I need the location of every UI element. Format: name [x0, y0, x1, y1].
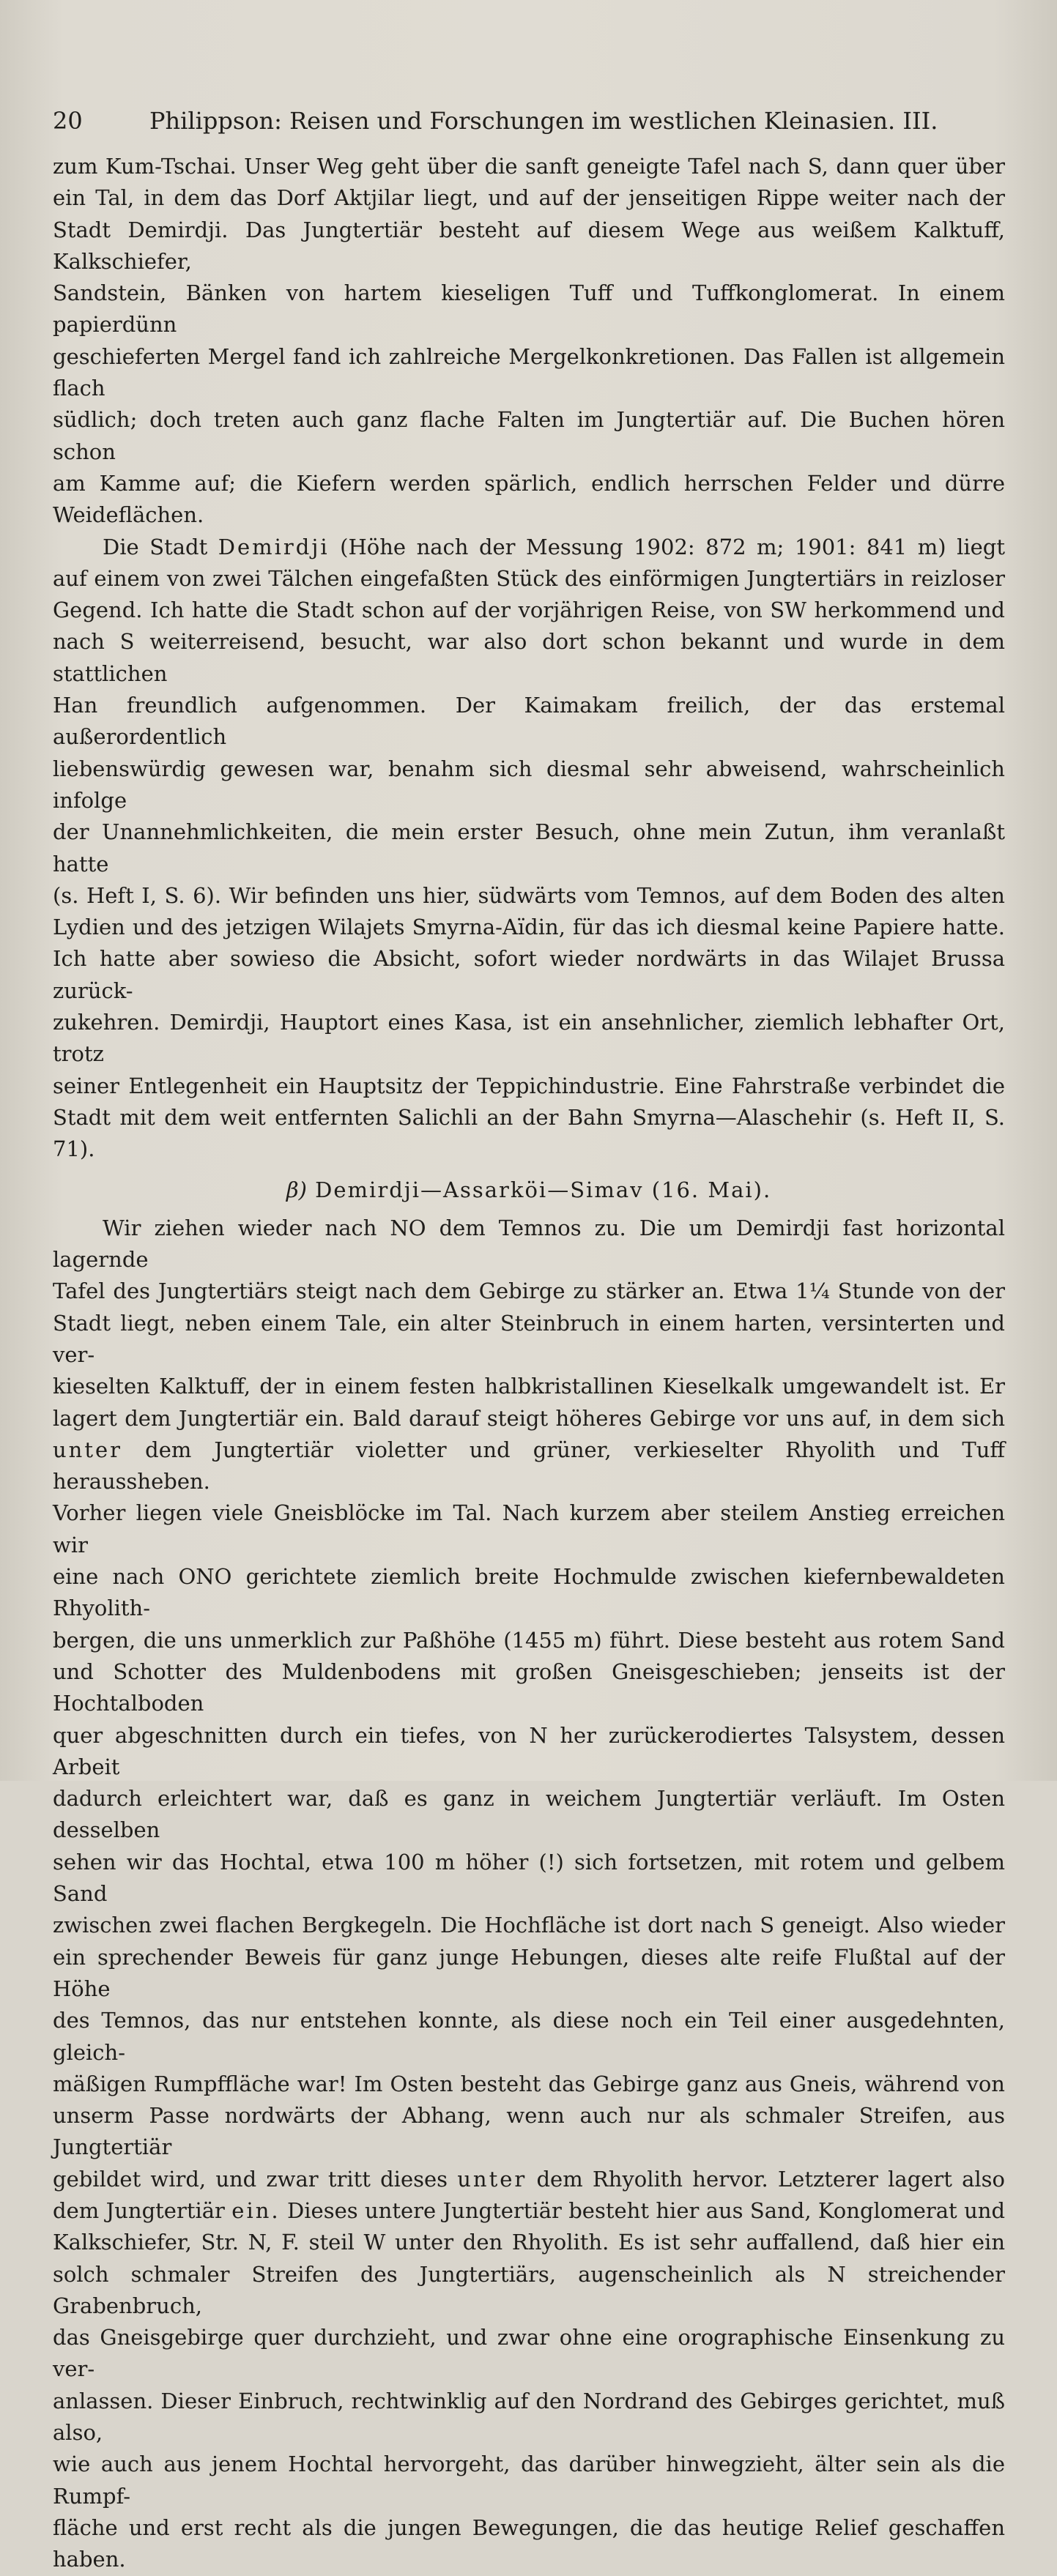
text-line: fläche und erst recht als die jungen Bewegungen, die das heutige Relief geschaffen haben.	[53, 2514, 1005, 2572]
text-line: zwischen zwei flachen Bergkegeln. Die Hochfläche ist dort nach S geneigt. Also wieder	[53, 1913, 1005, 1938]
text-line: Stadt liegt, neben einem Tale, ein alter Steinbruch in einem harten, versinterten und ver-	[53, 1310, 1005, 1367]
text-run: Die Stadt	[103, 534, 208, 559]
text-line: mäßigen Rumpffläche war! Im Osten besteht das Gebirge ganz aus Gneis, während von	[53, 2071, 1005, 2096]
text-line: bergen, die uns unmerklich zur Paßhöhe (1455 m) führt. Diese besteht aus rotem Sand	[53, 1627, 1005, 1653]
text-line: kieselten Kalktuff, der in einem festen halbkristallinen Kieselkalk umgewandelt ist. Er	[53, 1374, 1005, 1399]
text-line: ein sprechender Beweis für ganz junge Hebungen, dieses alte reife Flußtal auf der Höhe	[53, 1944, 1005, 2001]
text-line: Ich hatte aber sowieso die Absicht, sofort wieder nordwärts in das Wilajet Brussa zurück-	[53, 946, 1005, 1003]
text-line: quer abgeschnitten durch ein tiefes, von N her zurückerodiertes Talsystem, dessen Arbeit	[53, 1722, 1005, 1779]
text-line: dadurch erleichtert war, daß es ganz in weichem Jungtertiär verläuft. Im Osten desselben	[53, 1786, 1005, 1843]
text-line	[53, 2164, 1005, 2195]
text-line: Tafel des Jungtertiärs steigt nach dem Gebirge zu stärker an. Etwa 1¼ Stunde von der	[53, 1278, 1005, 1304]
text-line	[53, 2195, 1005, 2227]
text-line: ein Tal, in dem das Dorf Aktjilar liegt, und auf der jenseitigen Rippe weiter nach der	[53, 185, 1005, 211]
text-run: dem Rhyolith hervor. Letzterer lagert also	[536, 2166, 1006, 2192]
text-line: Lydien und des jetzigen Wilajets Smyrna-Aïdin, für das ich diesmal keine Papiere hatte.	[53, 915, 1005, 940]
section-heading	[53, 1175, 1005, 1206]
spaced-emphasis: Demirdji	[218, 534, 330, 559]
text-line: Stadt mit dem weit entfernten Salichli an der Bahn Smyrna—Alaschehir (s. Heft II, S. 71).	[53, 1104, 1005, 1162]
text-line: südlich; doch treten auch ganz flache Falten im Jungtertiär auf. Die Buchen hören schon	[53, 407, 1005, 464]
text-line: Sandstein, Bänken von hartem kieseligen Tuff und Tuffkonglomerat. In einem papierdünn	[53, 280, 1005, 338]
text-line: seiner Entlegenheit ein Hauptsitz der Teppichindustrie. Eine Fahrstraße verbindet die	[53, 1073, 1005, 1098]
text-line: wie auch aus jenem Hochtal hervorgeht, das darüber hinwegzieht, älter sein als die Rumpf-	[53, 2452, 1005, 2509]
text-line: Gegend. Ich hatte die Stadt schon auf der vorjährigen Reise, von SW herkommend und	[53, 598, 1005, 623]
text-line: des Temnos, das nur entstehen konnte, als diese noch ein Teil einer ausgedehnten, gleich-	[53, 2008, 1005, 2065]
text-line: unserm Passe nordwärts der Abhang, wenn auch nur als schmaler Streifen, aus Jungtertiär	[53, 2103, 1005, 2160]
text-run: Dieses untere Jungtertiär besteht hier aus Sand, Konglomerat und	[287, 2198, 1006, 2223]
spaced-emphasis: unter	[457, 2166, 527, 2192]
spaced-emphasis: ein.	[231, 2198, 281, 2223]
text-line: Kalkschiefer, Str. N, F. steil W unter den Rhyolith. Es ist sehr auffallend, daß hier ein	[53, 2230, 1005, 2255]
text-line	[53, 532, 1005, 563]
text-line: eine nach ONO gerichtete ziemlich breite Hochmulde zwischen kiefernbewaldeten Rhyolith-	[53, 1564, 1005, 1621]
text-line: geschieferten Mergel fand ich zahlreiche Mergelkonkretionen. Das Fallen ist allgemein flach	[53, 343, 1005, 401]
text-line: und Schotter des Muldenbodens mit großen Gneisgeschieben; jenseits ist der Hochtalboden	[53, 1659, 1005, 1716]
text-line: Stadt Demirdji. Das Jungtertiär besteht auf diesem Wege aus weißem Kalktuff, Kalkschiefer,	[53, 217, 1005, 274]
text-run: dem Jungtertiär	[53, 2198, 225, 2223]
text-line: Wir ziehen wieder nach NO dem Temnos zu. Die um Demirdji fast horizontal lagernde	[53, 1215, 1005, 1273]
text-line: der Unannehmlichkeiten, die mein erster Besuch, ohne mein Zutun, ihm veranlaßt hatte	[53, 819, 1005, 876]
text-line: am Kamme auf; die Kiefern werden spärlich, endlich herrschen Felder und dürre Weideflächen.	[53, 470, 1005, 528]
text-line: liebenswürdig gewesen war, benahm sich diesmal sehr abweisend, wahrscheinlich infolge	[53, 756, 1005, 813]
section-marker: β)	[286, 1177, 307, 1202]
page-number: 20	[53, 107, 83, 135]
text-line: Vorher liegen viele Gneisblöcke im Tal. Nach kurzem aber steilem Anstieg erreichen wir	[53, 1500, 1005, 1557]
running-title: Philippson: Reisen und Forschungen im westlichen Kleinasien. III.	[149, 107, 938, 135]
running-header	[53, 103, 1005, 139]
text-run: (Höhe nach der Messung 1902: 872 m; 1901: 841 m) liegt	[340, 534, 1006, 559]
text-run: dem Jungtertiär violetter und grüner, verkieselter Rhyolith und Tuff heraussheben.	[53, 1437, 1006, 1494]
text-line: zukehren. Demirdji, Hauptort eines Kasa, ist ein ansehnlicher, ziemlich lebhafter Ort, trotz	[53, 1010, 1005, 1067]
text-run: gebildet wird, und zwar tritt dieses	[53, 2166, 448, 2192]
text-line	[53, 1434, 1005, 1498]
text-line: Han freundlich aufgenommen. Der Kaimakam freilich, der das erstemal außerordentlich	[53, 693, 1005, 750]
text-line: anlassen. Dieser Einbruch, rechtwinklig auf den Nordrand des Gebirges gerichtet, muß also,	[53, 2388, 1005, 2446]
section-title: Demirdji—Assarköi—Simav (16. Mai).	[315, 1177, 772, 1202]
text-line: solch schmaler Streifen des Jungtertiärs, augenscheinlich als N streichender Grabenbruch,	[53, 2261, 1005, 2318]
text-line: sehen wir das Hochtal, etwa 100 m höher (!) sich fortsetzen, mit rotem und gelbem Sand	[53, 1849, 1005, 1907]
text-line: lagert dem Jungtertiär ein. Bald darauf steigt höheres Gebirge vor uns auf, in dem sich	[53, 1405, 1005, 1431]
text-line: nach S weiterreisend, besucht, war also dort schon bekannt und wurde in dem stattlichen	[53, 629, 1005, 686]
text-line: das Gneisgebirge quer durchzieht, und zwar ohne eine orographische Einsenkung zu ver-	[53, 2325, 1005, 2382]
page-body	[53, 151, 1005, 2576]
text-line: zum Kum-Tschai. Unser Weg geht über die sanft geneigte Tafel nach S, dann quer über	[53, 154, 1005, 179]
text-line: (s. Heft I, S. 6). Wir befinden uns hier, südwärts vom Temnos, auf dem Boden des alten	[53, 882, 1005, 908]
spaced-emphasis: unter	[53, 1437, 123, 1462]
text-line: auf einem von zwei Tälchen eingefaßten Stück des einförmigen Jungtertiärs in reizloser	[53, 565, 1005, 591]
